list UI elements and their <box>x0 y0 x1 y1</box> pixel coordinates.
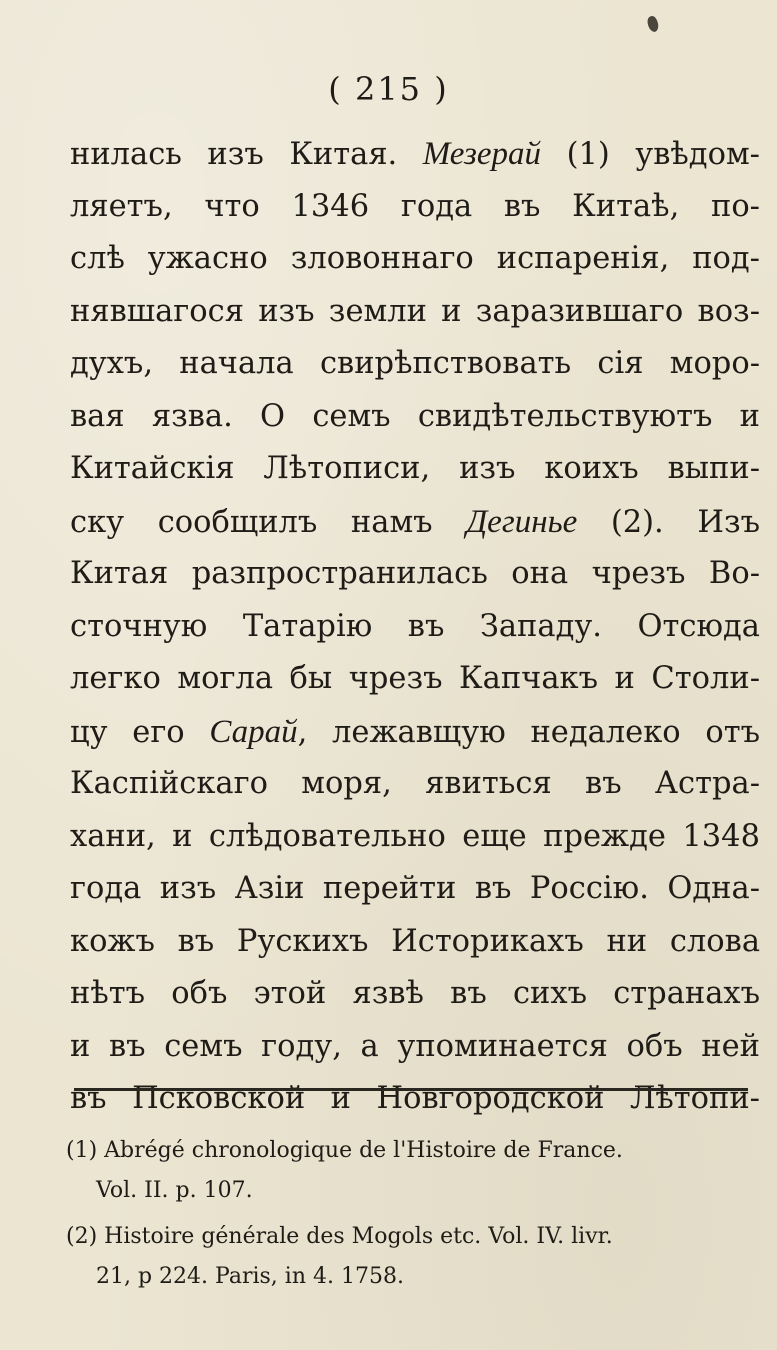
text-segment: нилась изъ Китая. <box>70 137 423 172</box>
text-line <box>70 916 760 969</box>
text-line <box>70 863 760 916</box>
page-number: ( 215 ) <box>328 70 449 108</box>
text-line <box>70 811 760 864</box>
text-line <box>70 601 760 654</box>
italic-name: Дегинье <box>466 503 578 540</box>
text-segment: вая язва. О семъ свидѣтельствуютъ и <box>70 398 760 434</box>
text-segment: (1) увѣдом- <box>541 137 760 172</box>
text-segment: ску сообщилъ намъ <box>70 504 467 540</box>
text-line <box>70 286 760 339</box>
text-line <box>70 758 760 811</box>
text-segment: (2). Изъ <box>577 504 760 540</box>
text-segment: Китая разпространилась она чрезъ Во- <box>70 556 760 591</box>
text-segment: кожъ въ Рускихъ Историкахъ ни слова <box>70 923 760 959</box>
text-line <box>70 181 760 234</box>
text-segment: слѣ ужасно зловоннаго испаренія, под- <box>70 241 760 276</box>
text-segment: легко могла бы чрезъ Капчакъ и Столи- <box>70 661 760 696</box>
text-line <box>70 443 760 496</box>
ink-speck <box>646 15 661 33</box>
text-segment: года изъ Азіи перейти въ Россію. Одна- <box>70 871 760 906</box>
text-segment: въ Псковской и Новгородской Лѣтопи- <box>70 1081 760 1116</box>
footnote-1-line-2: Vol. II. p. 107. <box>96 1178 253 1203</box>
text-line <box>70 496 760 549</box>
body-text <box>70 128 760 1126</box>
italic-name: Мезерай <box>422 136 542 172</box>
text-line <box>70 128 760 181</box>
text-segment: Китайскія Лѣтописи, изъ коихъ выпи- <box>70 451 760 486</box>
text-line <box>70 233 760 286</box>
text-line <box>70 338 760 391</box>
footnote-1 <box>66 1131 766 1211</box>
text-segment: нявшагося изъ земли и заразившаго воз- <box>70 293 760 329</box>
text-segment: сточную Татарію въ Западу. Отсюда <box>70 608 760 644</box>
text-line <box>70 391 760 444</box>
text-segment: цу его <box>70 714 210 750</box>
text-segment: Каспійскаго моря, явиться въ Астра- <box>70 766 760 801</box>
text-line <box>70 1021 760 1074</box>
footnote-2-line-2: 21, p 224. Paris, in 4. 1758. <box>96 1264 404 1289</box>
footnote-1-line-1: (1) Abrégé chronologique de l'Histoire de France. <box>66 1138 623 1163</box>
italic-name: Сарай <box>209 713 298 750</box>
text-segment: хани, и слѣдовательно еще прежде 1348 <box>70 818 760 854</box>
footnote-2 <box>66 1217 766 1297</box>
text-line <box>70 968 760 1021</box>
text-line <box>70 548 760 601</box>
text-segment: духъ, начала свирѣпствовать сія моро- <box>70 346 760 381</box>
text-line <box>70 706 760 759</box>
text-segment: и въ семъ году, а упоминается объ ней <box>70 1028 760 1064</box>
text-segment: , лежавщую недалеко отъ <box>297 714 760 750</box>
text-line <box>70 653 760 706</box>
footnotes <box>66 1131 766 1303</box>
footnote-2-line-1: (2) Histoire générale des Mogols etc. Vol. IV. livr. <box>66 1224 613 1249</box>
text-segment: ляетъ, что 1346 года въ Китаѣ, по- <box>70 188 760 224</box>
footnote-divider <box>74 1088 748 1091</box>
text-line <box>70 1073 760 1126</box>
text-segment: нѣтъ объ этой язвѣ въ сихъ странахъ <box>70 976 760 1011</box>
